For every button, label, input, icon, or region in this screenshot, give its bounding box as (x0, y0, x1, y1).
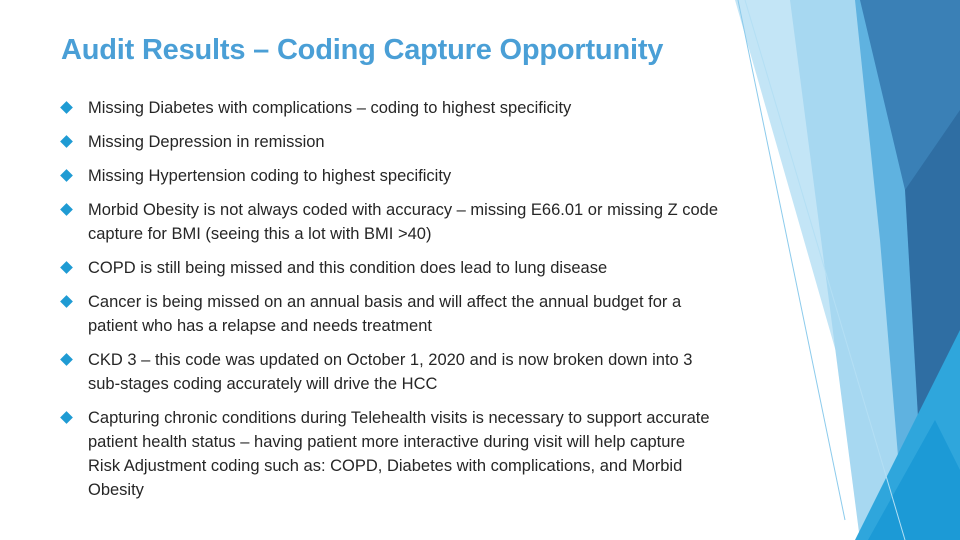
bullet-text: Missing Hypertension coding to highest specificity (88, 167, 452, 185)
bullet-item (60, 164, 720, 188)
slide-title: Audit Results – Coding Capture Opportunity (61, 34, 664, 66)
bullet-text: Morbid Obesity is not always coded with accuracy – missing E66.01 or missing Z code capture for BMI (seeing this a lot with BMI >40) (88, 201, 719, 243)
bullet-item (60, 406, 720, 502)
bullet-item (60, 198, 720, 246)
bullet-text: CKD 3 – this code was updated on October 1, 2020 and is now broken down into 3 sub-stages coding accurately will drive the HCC (88, 351, 693, 393)
bullet-text: Capturing chronic conditions during Telehealth visits is necessary to support accurate patient health status – having patient more interactive during visit will help capture Risk Adjustment coding such as: COPD, Diabetes with complications, and Morbid Obesity (88, 409, 710, 499)
bullet-item (60, 130, 720, 154)
bullet-item (60, 256, 720, 280)
diamond-bullet-icon (60, 203, 73, 216)
diamond-bullet-icon (60, 169, 73, 182)
bullet-item (60, 348, 720, 396)
diamond-bullet-icon (60, 411, 73, 424)
bullet-item (60, 290, 720, 338)
bullet-text: COPD is still being missed and this condition does lead to lung disease (88, 259, 608, 277)
diamond-bullet-icon (60, 101, 73, 114)
bullet-text: Missing Depression in remission (88, 133, 325, 151)
diamond-bullet-icon (60, 261, 73, 274)
bullet-text: Missing Diabetes with complications – coding to highest specificity (88, 99, 572, 117)
diamond-bullet-icon (60, 353, 73, 366)
bullet-text: Cancer is being missed on an annual basis and will affect the annual budget for a patient who has a relapse and needs treatment (88, 293, 682, 335)
diamond-bullet-icon (60, 135, 73, 148)
diamond-bullet-icon (60, 295, 73, 308)
bullet-list (60, 96, 720, 512)
bullet-item (60, 96, 720, 120)
